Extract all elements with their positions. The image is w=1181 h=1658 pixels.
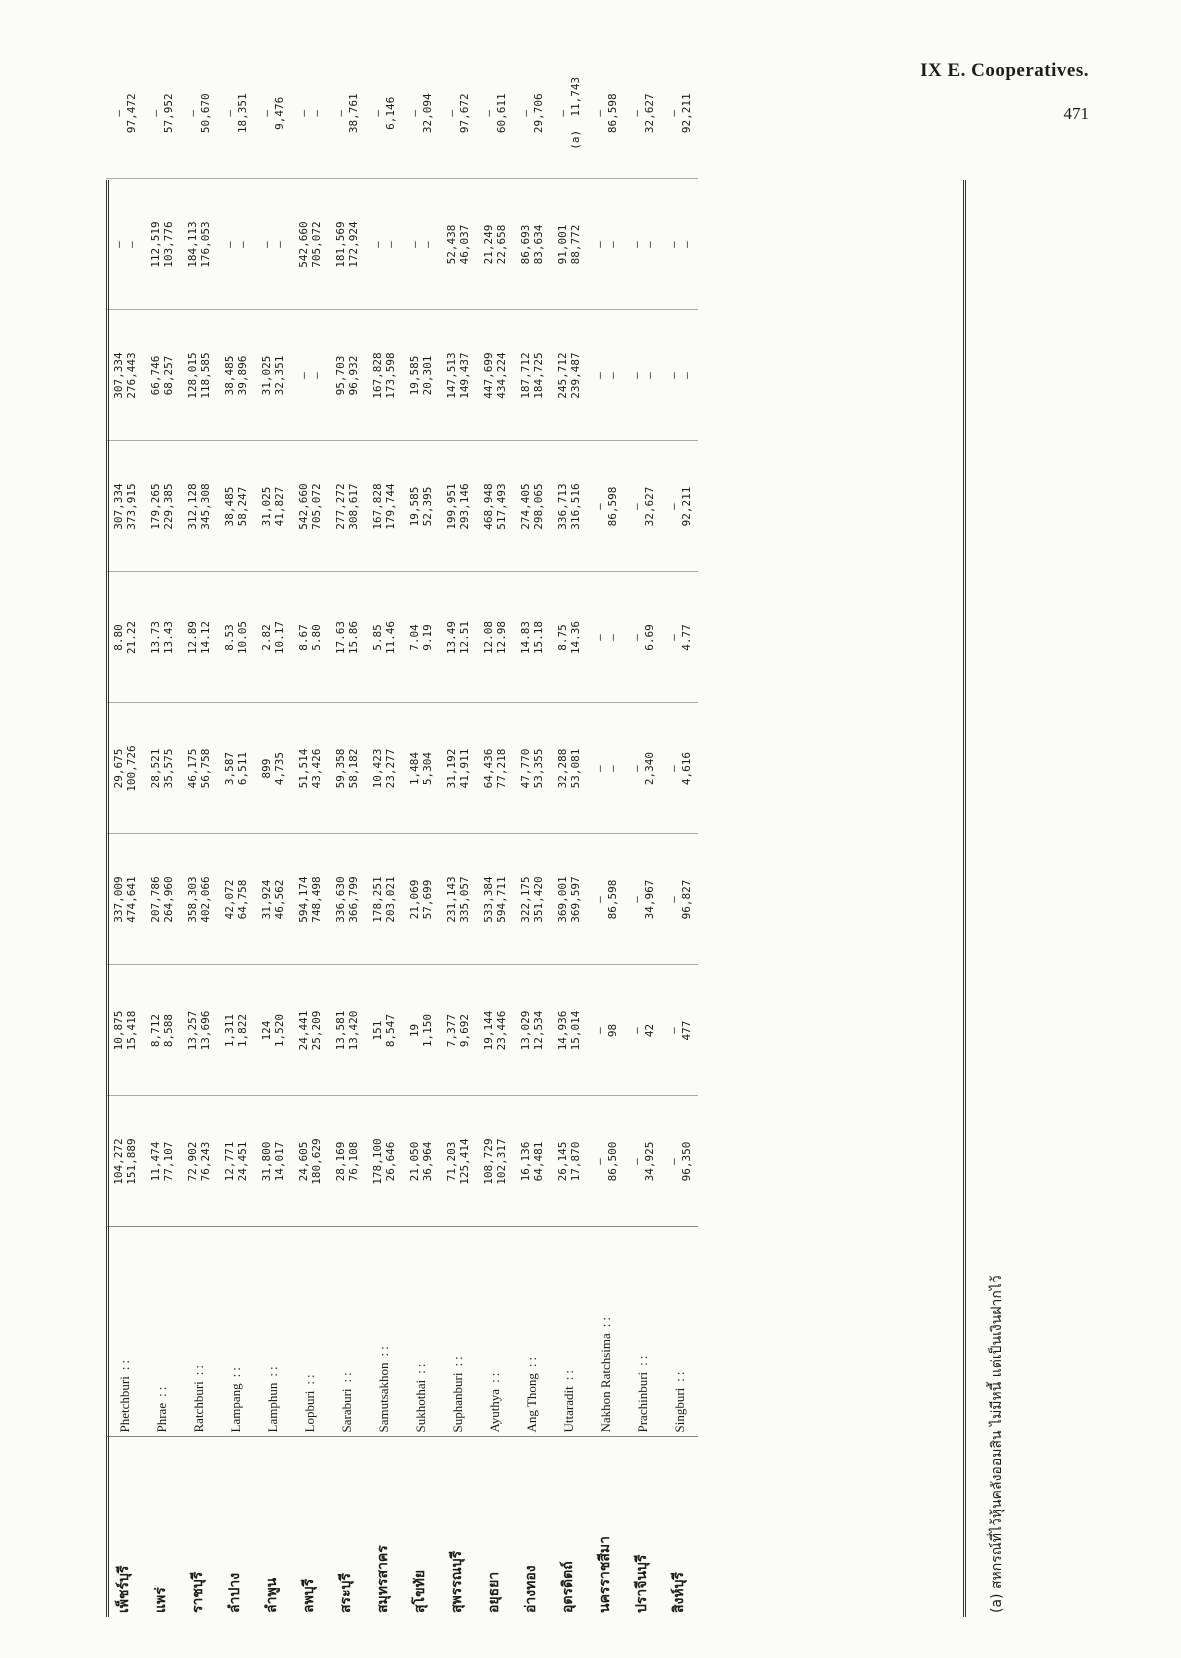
leader-dots: :: — [524, 1353, 539, 1368]
value-cell: 336,630 366,799 — [328, 834, 365, 965]
page-header — [920, 60, 1089, 124]
page-number: 471 — [1063, 104, 1089, 123]
value-cell: — — — [587, 310, 624, 441]
english-province-name: Suphanburi — [450, 1372, 465, 1433]
value-cell: 184,113 176,053 — [180, 179, 217, 310]
value-cell: 72,902 76,243 — [180, 1096, 217, 1227]
value-cell: 86,693 83,634 — [513, 179, 550, 310]
leader-dots: :: — [413, 1360, 428, 1374]
value-cell: 468,948 517,493 — [476, 441, 513, 572]
english-province-name: Lamphun — [265, 1382, 280, 1433]
leader-dots: :: — [302, 1371, 317, 1385]
value-cell: 24,441 25,209 — [291, 965, 328, 1096]
value-cell: 337,009 474,641 — [106, 834, 143, 965]
value-cell: 167,828 179,744 — [365, 441, 402, 572]
english-province-name: Singburi — [672, 1387, 687, 1433]
value-cell: 51,514 43,426 — [291, 703, 328, 834]
value-cell: 12,771 24,451 — [217, 1096, 254, 1227]
english-province-name: Ratchburi — [191, 1381, 206, 1433]
thai-province-name: ลพบุรี — [301, 1578, 317, 1613]
value-cell: 21,069 57,699 — [402, 834, 439, 965]
value-cell: 7,377 9,692 — [439, 965, 476, 1096]
value-cell: — 86,598 — [587, 441, 624, 572]
english-province-name: Lampang — [228, 1383, 243, 1433]
value-cell: — — — [402, 179, 439, 310]
thai-province-name: สิงห์บุรี — [671, 1571, 687, 1613]
value-cell: — 477 — [661, 965, 698, 1096]
value-cell: 207,786 264,960 — [143, 834, 180, 965]
leader-dots: :: — [339, 1369, 354, 1383]
value-cell: — 32,094 — [402, 48, 439, 179]
leader-dots: :: — [450, 1353, 465, 1367]
value-cell: — 6,146 — [365, 48, 402, 179]
english-province-name: Ang Thong — [524, 1373, 539, 1433]
thai-province-name: อ่างทอง — [523, 1565, 539, 1613]
value-cell: — 92,211 — [661, 48, 698, 179]
section-title: IX E. Cooperatives. — [920, 60, 1089, 81]
value-cell: — 4.77 — [661, 572, 698, 703]
value-cell: 307,334 373,915 — [106, 441, 143, 572]
value-cell: 167,828 173,598 — [365, 310, 402, 441]
value-cell: 274,405 298,065 — [513, 441, 550, 572]
value-cell: — — — [217, 179, 254, 310]
value-cell: — — — [106, 179, 143, 310]
value-cell: 31,192 41,911 — [439, 703, 476, 834]
value-cell: 124 1,520 — [254, 965, 291, 1096]
thai-province-name: ปราจีนบุรี — [634, 1554, 650, 1613]
value-cell: 8.67 5.80 — [291, 572, 328, 703]
value-cell: 28,169 76,108 — [328, 1096, 365, 1227]
value-cell: — 50,670 — [180, 48, 217, 179]
value-cell: 71,203 125,414 — [439, 1096, 476, 1227]
value-cell: 13,029 12,534 — [513, 965, 550, 1096]
value-cell: 52,438 46,037 — [439, 179, 476, 310]
value-cell: — 86,598 — [587, 834, 624, 965]
value-cell: 19 1,150 — [402, 965, 439, 1096]
value-cell: — 86,598 — [587, 48, 624, 179]
value-cell: 542,660 705,072 — [291, 441, 328, 572]
leader-dots: :: — [598, 1313, 613, 1328]
value-cell: — 57,952 — [143, 48, 180, 179]
value-cell: — 97,472 — [106, 48, 143, 179]
thai-province-name: ราชบุรี — [190, 1571, 206, 1613]
thai-province-name: อยุธยา — [486, 1571, 502, 1613]
leader-dots: :: — [672, 1368, 687, 1382]
thai-province-name: สมุทรสาคร — [375, 1545, 391, 1613]
thai-province-name: ลำพูน — [264, 1577, 280, 1613]
value-cell: 307,334 276,443 — [106, 310, 143, 441]
value-cell: 104,272 151,889 — [106, 1096, 143, 1227]
value-cell: 447,699 434,224 — [476, 310, 513, 441]
footnote: (a) สหกรณ์ที่ไว้หุ้นคลังออมสิน ไม่มีหนี้ แต่เป็นเงินฝากไว้ — [989, 1275, 1005, 1613]
thai-province-name: สุพรรณบุรี — [449, 1550, 465, 1613]
thai-province-name: นครราชสีมา — [597, 1536, 613, 1613]
value-cell: 16,136 64,481 — [513, 1096, 550, 1227]
value-cell: 91,001 88,772 — [550, 179, 587, 310]
value-cell: 277,272 308,617 — [328, 441, 365, 572]
value-cell: 31,025 41,827 — [254, 441, 291, 572]
english-province-name: Sukhothai — [413, 1379, 428, 1433]
value-cell: 21,050 36,964 — [402, 1096, 439, 1227]
value-cell: — — — [291, 48, 328, 179]
value-cell: 199,951 293,146 — [439, 441, 476, 572]
value-cell: 112,519 103,776 — [143, 179, 180, 310]
thai-province-name: แพร่ — [153, 1587, 169, 1613]
english-province-name: Phetchburi — [117, 1376, 132, 1433]
english-province-name: Lopburi — [302, 1390, 317, 1433]
value-cell: 8,712 8,588 — [143, 965, 180, 1096]
thai-province-name: สระบุรี — [338, 1573, 354, 1613]
value-cell: 24,605 180,629 — [291, 1096, 328, 1227]
thai-province-name: อุตรดิตถ์ — [560, 1561, 576, 1613]
value-cell: 29,675 100,726 — [106, 703, 143, 834]
value-cell: 17.63 15.86 — [328, 572, 365, 703]
value-cell: — 32,627 — [624, 48, 661, 179]
value-cell: 108,729 102,317 — [476, 1096, 513, 1227]
value-cell: — 6.69 — [624, 572, 661, 703]
value-cell: — (a) 11,743 — [550, 48, 587, 179]
value-cell: 1,484 5,304 — [402, 703, 439, 834]
value-cell: 3,587 6,511 — [217, 703, 254, 834]
value-cell: 38,485 39,896 — [217, 310, 254, 441]
english-province-name: Saraburi — [339, 1388, 354, 1433]
value-cell: 10,423 23,277 — [365, 703, 402, 834]
value-cell: — 96,350 — [661, 1096, 698, 1227]
leader-dots: :: — [561, 1367, 576, 1381]
leader-dots: :: — [154, 1383, 169, 1397]
value-cell: 14.83 15.18 — [513, 572, 550, 703]
value-cell: 533,384 594,711 — [476, 834, 513, 965]
value-cell: — — — [587, 572, 624, 703]
value-cell: 245,712 239,487 — [550, 310, 587, 441]
value-cell: — 86,500 — [587, 1096, 624, 1227]
value-cell: 31,924 46,562 — [254, 834, 291, 965]
value-cell: 187,712 184,725 — [513, 310, 550, 441]
english-province-name: Ayuthya — [487, 1388, 502, 1433]
value-cell: 369,001 369,597 — [550, 834, 587, 965]
value-cell: — 42 — [624, 965, 661, 1096]
value-cell: 8.75 14.36 — [550, 572, 587, 703]
value-cell: 542,660 705,072 — [291, 179, 328, 310]
rotated-table-area — [106, 76, 1005, 1617]
value-cell: — 4,616 — [661, 703, 698, 834]
value-cell: 312,128 345,308 — [180, 441, 217, 572]
thai-province-name: ลำปาง — [227, 1572, 243, 1613]
value-cell: — — — [624, 179, 661, 310]
english-province-name: Uttaradit — [561, 1386, 576, 1433]
value-cell: — 98 — [587, 965, 624, 1096]
leader-dots: :: — [117, 1356, 132, 1371]
value-cell: — — — [624, 310, 661, 441]
table-frame — [106, 180, 966, 1617]
value-cell: — 18,351 — [217, 48, 254, 179]
value-cell: — 60,611 — [476, 48, 513, 179]
value-cell: — 34,925 — [624, 1096, 661, 1227]
value-cell: 358,303 402,066 — [180, 834, 217, 965]
value-cell: 10,875 15,418 — [106, 965, 143, 1096]
value-cell: 179,265 229,385 — [143, 441, 180, 572]
english-province-name: Phrae — [154, 1402, 169, 1433]
value-cell: 5.85 11.46 — [365, 572, 402, 703]
value-cell: 13.49 12.51 — [439, 572, 476, 703]
value-cell: 21,249 22,658 — [476, 179, 513, 310]
value-cell: — — — [587, 703, 624, 834]
value-cell: 8.53 10.05 — [217, 572, 254, 703]
value-cell: 336,713 316,516 — [550, 441, 587, 572]
value-cell: 12.89 14.12 — [180, 572, 217, 703]
value-cell: 7.04 9.19 — [402, 572, 439, 703]
english-province-name: Nakhon Ratchsima — [598, 1333, 613, 1433]
leader-dots: :: — [635, 1352, 650, 1366]
value-cell: — 29,706 — [513, 48, 550, 179]
value-cell: 13,581 13,420 — [328, 965, 365, 1096]
value-cell: 13,257 13,696 — [180, 965, 217, 1096]
value-cell: 19,144 23,446 — [476, 965, 513, 1096]
value-cell: 594,174 748,498 — [291, 834, 328, 965]
value-cell: 14,936 15,014 — [550, 965, 587, 1096]
value-cell: — 34,967 — [624, 834, 661, 965]
value-cell: — — — [291, 310, 328, 441]
value-cell: 59,358 58,182 — [328, 703, 365, 834]
leader-dots: :: — [265, 1363, 280, 1377]
value-cell: 64,436 77,218 — [476, 703, 513, 834]
value-cell: 38,485 58,247 — [217, 441, 254, 572]
value-cell: — — — [254, 179, 291, 310]
value-cell: 26,145 17,870 — [550, 1096, 587, 1227]
value-cell: 1,311 1,822 — [217, 965, 254, 1096]
value-cell: — 38,761 — [328, 48, 365, 179]
value-cell: 95,703 96,932 — [328, 310, 365, 441]
value-cell: — — — [661, 179, 698, 310]
leader-dots: :: — [191, 1362, 206, 1376]
value-cell: 8.80 21.22 — [106, 572, 143, 703]
value-cell: 12.08 12.98 — [476, 572, 513, 703]
value-cell: 151 8,547 — [365, 965, 402, 1096]
value-cell: 11,474 77,107 — [143, 1096, 180, 1227]
leader-dots: :: — [376, 1343, 391, 1357]
value-cell: 31,800 14,017 — [254, 1096, 291, 1227]
leader-dots: :: — [228, 1364, 243, 1378]
value-cell: 128,015 118,585 — [180, 310, 217, 441]
value-cell: 19,585 52,395 — [402, 441, 439, 572]
value-cell: — 2,340 — [624, 703, 661, 834]
value-cell: 2.82 10.17 — [254, 572, 291, 703]
value-cell: 47,770 53,355 — [513, 703, 550, 834]
value-cell: 31,025 32,351 — [254, 310, 291, 441]
thai-province-name: สุโขทัย — [412, 1569, 428, 1613]
value-cell: — 9,476 — [254, 48, 291, 179]
value-cell: — 97,672 — [439, 48, 476, 179]
value-cell: 181,569 172,924 — [328, 179, 365, 310]
value-cell: 231,143 335,057 — [439, 834, 476, 965]
value-cell: 899 4,735 — [254, 703, 291, 834]
value-cell: 42,072 64,758 — [217, 834, 254, 965]
value-cell: 13.73 13.43 — [143, 572, 180, 703]
value-cell: — 92,211 — [661, 441, 698, 572]
value-cell: — 96,827 — [661, 834, 698, 965]
value-cell: — 32,627 — [624, 441, 661, 572]
value-cell: 178,251 203,021 — [365, 834, 402, 965]
value-cell: 32,288 53,081 — [550, 703, 587, 834]
value-cell: 178,100 26,646 — [365, 1096, 402, 1227]
english-province-name: Prachinburi — [635, 1371, 650, 1433]
value-cell: 322,175 351,420 — [513, 834, 550, 965]
value-cell: 28,521 35,575 — [143, 703, 180, 834]
value-cell: — — — [587, 179, 624, 310]
english-province-name: Samutsakhon — [376, 1362, 391, 1433]
thai-province-name: เพ็ชร์บุรี — [116, 1565, 132, 1613]
leader-dots: :: — [487, 1369, 502, 1383]
value-cell: 66,746 68,257 — [143, 310, 180, 441]
value-cell: — — — [661, 310, 698, 441]
value-cell: 19,585 20,301 — [402, 310, 439, 441]
value-cell: — — — [365, 179, 402, 310]
value-cell: 147,513 149,437 — [439, 310, 476, 441]
value-cell: 46,175 56,758 — [180, 703, 217, 834]
